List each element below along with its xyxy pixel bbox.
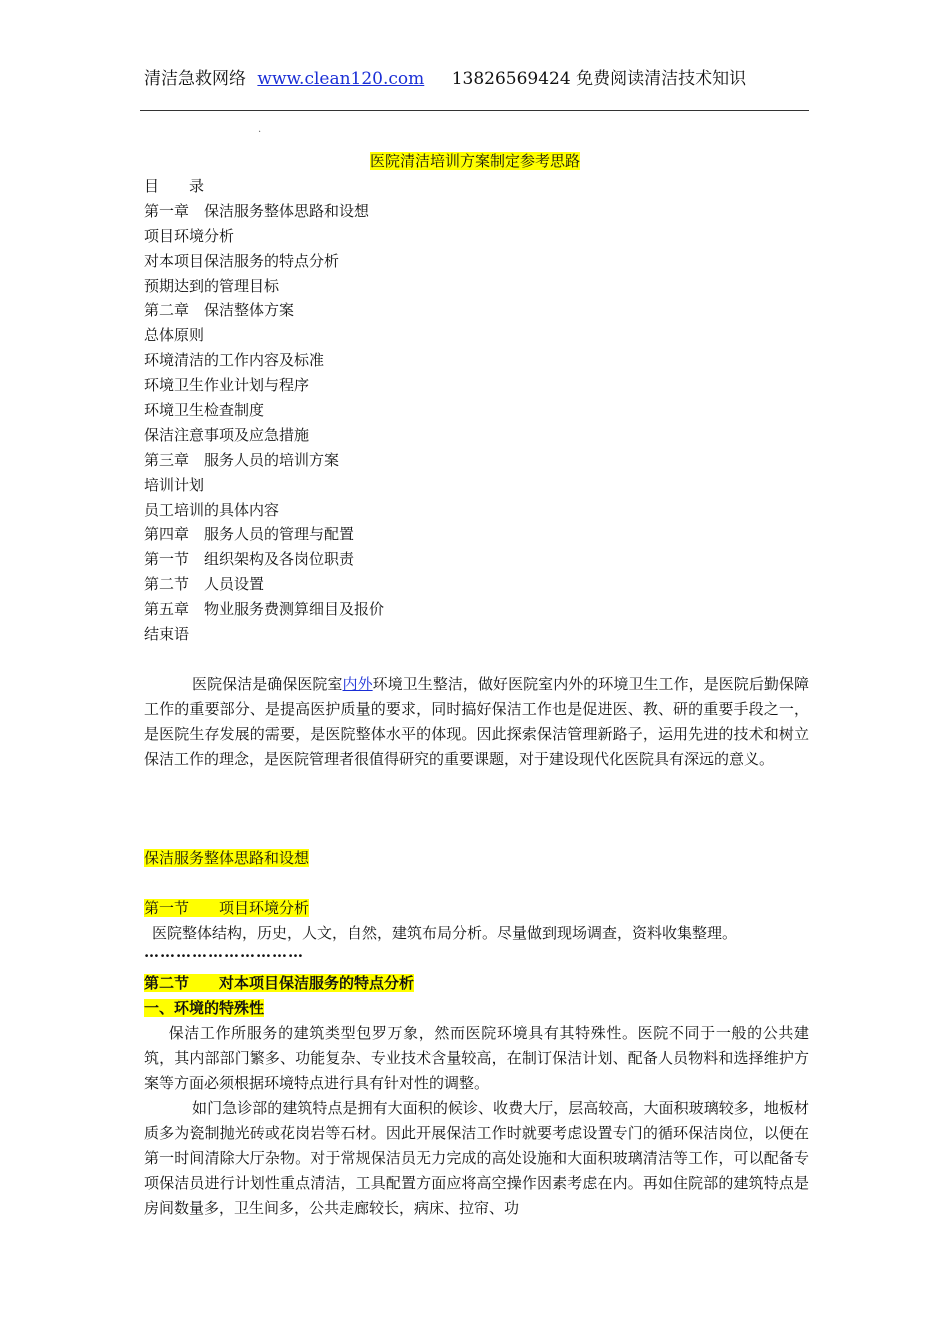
table-of-contents bbox=[144, 174, 384, 647]
stray-mark: . bbox=[258, 124, 262, 135]
dotted-separator: ………………………… bbox=[144, 943, 304, 961]
section-heading bbox=[144, 846, 309, 871]
toc-item: 第四章 服务人员的管理与配置 bbox=[144, 525, 355, 544]
toc-item: 第一节 组织架构及各岗位职责 bbox=[144, 550, 355, 569]
section2-subheading bbox=[144, 996, 264, 1021]
section-heading-text: 保洁服务整体思路和设想 bbox=[144, 849, 310, 867]
section1-heading-text: 第一节 项目环境分析 bbox=[144, 899, 310, 917]
toc-item: 环境卫生作业计划与程序 bbox=[144, 376, 310, 395]
site-name: 清洁急救网络 bbox=[144, 69, 246, 89]
toc-item: 员工培训的具体内容 bbox=[144, 500, 280, 519]
toc-item: 预期达到的管理目标 bbox=[144, 276, 280, 295]
section2-paragraph-2 bbox=[144, 1096, 809, 1221]
intro-text-start: 医院保洁是确保医院室 bbox=[192, 675, 343, 693]
document-title bbox=[0, 150, 950, 172]
toc-item: 总体原则 bbox=[144, 326, 205, 345]
toc-item: 环境卫生检查制度 bbox=[144, 401, 265, 420]
section2-heading bbox=[144, 971, 414, 996]
section2-subheading-text: 一、环境的特殊性 bbox=[144, 999, 265, 1017]
toc-item: 第三章 服务人员的培训方案 bbox=[144, 450, 340, 469]
toc-item: 第五章 物业服务费测算细目及报价 bbox=[144, 600, 385, 619]
toc-item: 培训计划 bbox=[144, 475, 205, 494]
section2-heading-text: 第二节 对本项目保洁服务的特点分析 bbox=[144, 974, 415, 992]
header-phone: 13826569424 免费阅读清洁技术知识 bbox=[451, 69, 747, 89]
section2-paragraph-1 bbox=[144, 1021, 809, 1096]
toc-item: 项目环境分析 bbox=[144, 226, 235, 245]
toc-item: 第一章 保洁服务整体思路和设想 bbox=[144, 201, 370, 220]
toc-item: 对本项目保洁服务的特点分析 bbox=[144, 251, 340, 270]
section1-heading bbox=[144, 896, 309, 921]
toc-item: 第二章 保洁整体方案 bbox=[144, 301, 295, 320]
toc-item: 环境清洁的工作内容及标准 bbox=[144, 351, 325, 370]
toc-item: 保洁注意事项及应急措施 bbox=[144, 425, 310, 444]
intro-paragraph bbox=[144, 672, 809, 772]
intro-text-rest: 环境卫生整洁，做好医院室内外的环境卫生工作，是医院后勤保障工作的重要部分、是提高医护质量的要求，同时搞好保洁工作也是促进医、教、研的重要手段之一，是医院生存发展的需要，是医院整体水平的体现。因此探索保洁管理新路子，运用先进的技术和树立保洁工作的理念，是医院管理者很值得研究的重要课题，对于建设现代化医院具有深远的意义。 bbox=[144, 675, 809, 768]
document-title-text: 医院清洁培训方案制定参考思路 bbox=[369, 152, 580, 170]
site-url-link[interactable]: www.clean120.com bbox=[257, 69, 425, 89]
toc-item: 结束语 bbox=[144, 625, 190, 644]
header-divider bbox=[140, 110, 809, 111]
section2-paragraph-2-text: 如门急诊部的建筑特点是拥有大面积的候诊、收费大厅，层高较高，大面积玻璃较多，地板材质多为瓷制抛光砖或花岗岩等石材。因此开展保洁工作时就要考虑设置专门的循环保洁岗位，以便在第一时间清除大厅杂物。对于常规保洁员无力完成的高处设施和大面积玻璃清洁等工作，可以配备专项保洁员进行计划性重点清洁，工具配置方面应将高空操作因素考虑在内。再如住院部的建筑特点是房间数量多，卫生间多，公共走廊较长，病床、拉帘、功 bbox=[144, 1099, 809, 1217]
section1-body: 医院整体结构，历史，人文，自然，建筑布局分析。尽量做到现场调查，资料收集整理。 bbox=[152, 924, 738, 942]
section2-paragraph-1-text: 保洁工作所服务的建筑类型包罗万象，然而医院环境具有其特殊性。医院不同于一般的公共建筑，其内部部门繁多、功能复杂、专业技术含量较高，在制订保洁计划、配备人员物料和选择维护方案等方面必须根据环境特点进行具有针对性的调整。 bbox=[144, 1024, 809, 1092]
intro-link[interactable]: 内外 bbox=[342, 675, 373, 693]
page-header bbox=[144, 68, 809, 90]
toc-item: 第二节 人员设置 bbox=[144, 575, 265, 594]
toc-item: 目 录 bbox=[144, 177, 205, 195]
